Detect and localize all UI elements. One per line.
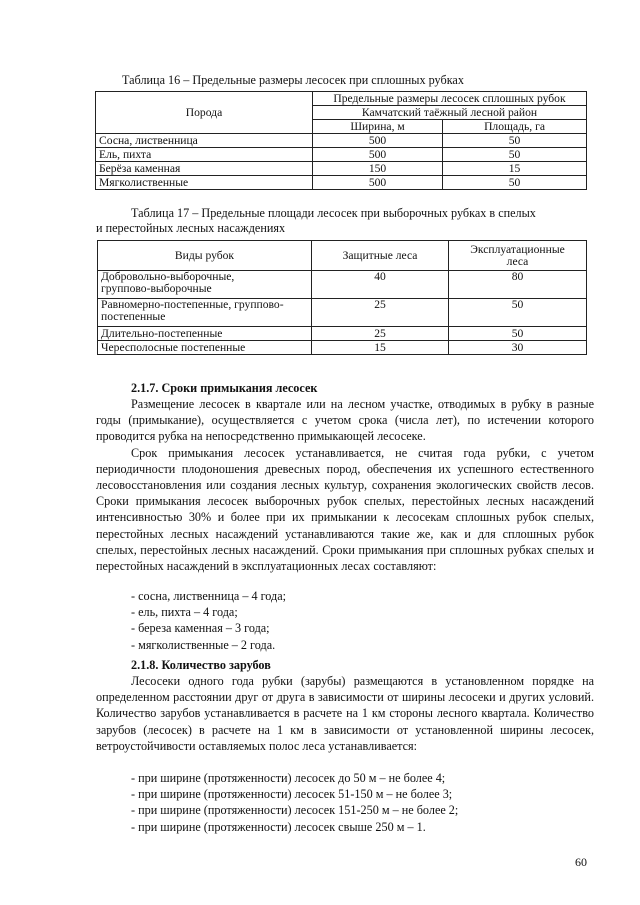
table17-cell-exploit: 30: [449, 341, 587, 355]
table17-cell-type-line2: постепенные: [101, 310, 166, 323]
table17-caption-line2: и перестойных лесных насаждениях: [96, 221, 286, 235]
table17-cell-exploit: 50: [449, 299, 587, 327]
section-217-heading: 2.1.7. Сроки примыкания лесосек: [131, 381, 318, 395]
table-row: [98, 271, 587, 299]
table17-cell-protective: 25: [312, 327, 449, 341]
table17-cell-type: Длительно-постепенные: [98, 327, 312, 341]
paragraph: Размещение лесосек в квартале или на лесном участке, отводимых в рубку в разные годы (примыкание), осуществляется с учетом срока (числа лет), по истечении которого проводится рубка на непосредственно примыкающей лесосеке.: [96, 397, 594, 444]
table16-cell-area: 50: [443, 148, 587, 162]
table16-cell-width: 500: [313, 176, 443, 190]
table16-header-group: Предельные размеры лесосек сплошных рубок: [313, 92, 587, 106]
table17-cell-type: Чересполосные постепенные: [98, 341, 312, 355]
section-217-body: [96, 396, 594, 574]
table16-header-species: Порода: [96, 92, 313, 134]
table17-header-exploit-line2: леса: [506, 254, 529, 268]
table17-cell-protective: 25: [312, 299, 449, 327]
list-item: - при ширине (протяженности) лесосек 51-150 м – не более 3;: [131, 787, 453, 802]
table16-cell-species: Сосна, лиственница: [96, 134, 313, 148]
table17-header-exploit: [449, 241, 587, 271]
paragraph: Лесосеки одного года рубки (зарубы) размещаются в установленном порядке на определенном расстоянии друг от друга в зависимости от ширины лесосеки и других условий. Количество зарубов устанавливается в расчете на 1 км стороны лесного квартала. Количество зарубов (лесосек) в расчете на 1 км в зависимости от установленной ширины лесосек, ветроустойчивости оставляемых полос леса устанавливается:: [96, 674, 594, 753]
section-218-body: [96, 673, 594, 754]
page-number: 60: [575, 855, 587, 869]
table17-cell-protective: 15: [312, 341, 449, 355]
list-item: - мягколиственные – 2 года.: [131, 637, 276, 652]
table16-cell-width: 500: [313, 134, 443, 148]
table-row: [96, 148, 587, 162]
table16-header-width: Ширина, м: [313, 120, 443, 134]
list-item: - при ширине (протяженности) лесосек свыше 250 м – 1.: [131, 819, 426, 834]
table16-caption: Таблица 16 – Предельные размеры лесосек при сплошных рубках: [122, 73, 464, 87]
table-row: [96, 162, 587, 176]
table17-header-protective: Защитные леса: [312, 241, 449, 271]
paragraph: Срок примыкания лесосек устанавливается, не считая года рубки, с учетом периодичности плодоношения древесных пород, обеспечения их успешного естественного лесовосстановления или создания лесных культур, сохранения экологических свойств лесов. Сроки примыкания лесосек выборочных рубок спелых, перестойных лесных насаждений интенсивностью 30% и более при их примыкании к лесосекам сплошных рубок спелых, перестойных лесных насаждений устанавливаются такие же, как и для сплошных рубок спелых, перестойных лесных насаждений. Сроки примыкания при сплошных рубках спелых и перестойных насаждений в эксплуатационных лесах составляют:: [96, 445, 594, 574]
table16-cell-width: 150: [313, 162, 443, 176]
table16-cell-area: 50: [443, 134, 587, 148]
table17-header-exploit-line1: Эксплуатационные: [470, 242, 565, 256]
table16-header-region: Камчатский таёжный лесной район: [313, 106, 587, 120]
table16-cell-species: Мягколиственные: [96, 176, 313, 190]
table16-header-area: Площадь, га: [443, 120, 587, 134]
table17-cell-type: [98, 271, 312, 299]
table17-cell-exploit: 50: [449, 327, 587, 341]
list-item: - при ширине (протяженности) лесосек 151-250 м – не более 2;: [131, 803, 459, 818]
table16-cell-species: Ель, пихта: [96, 148, 313, 162]
table-row: [98, 327, 587, 341]
table-row: [98, 299, 587, 327]
list-item: - береза каменная – 3 года;: [131, 621, 270, 636]
table17-cell-type-line1: Добровольно-выборочные,: [101, 270, 235, 283]
list-item: - сосна, лиственница – 4 года;: [131, 589, 287, 603]
table16-cell-area: 15: [443, 162, 587, 176]
table16-cell-species: Берёза каменная: [96, 162, 313, 176]
table-row: [96, 134, 587, 148]
table16-cell-width: 500: [313, 148, 443, 162]
table-row: [98, 341, 587, 355]
table17-cell-exploit: 80: [449, 271, 587, 299]
table17-cell-type-line1: Равномерно-постепенные, группово-: [101, 298, 284, 311]
table17-cell-protective: 40: [312, 271, 449, 299]
table17: [97, 240, 587, 355]
table16: [95, 91, 587, 190]
table-row: [96, 176, 587, 190]
table17-cell-type: [98, 299, 312, 327]
table17-cell-type-line2: группово-выборочные: [101, 282, 212, 295]
table16-cell-area: 50: [443, 176, 587, 190]
list-item: - при ширине (протяженности) лесосек до 50 м – не более 4;: [131, 771, 446, 785]
section-218-heading: 2.1.8. Количество зарубов: [131, 658, 271, 672]
table17-caption-line1: Таблица 17 – Предельные площади лесосек при выборочных рубках в спелых: [131, 206, 536, 220]
section-218-list: [131, 770, 458, 835]
list-item: - ель, пихта – 4 года;: [131, 605, 238, 620]
section-217-list: [131, 588, 286, 653]
table17-header-type: Виды рубок: [98, 241, 312, 271]
